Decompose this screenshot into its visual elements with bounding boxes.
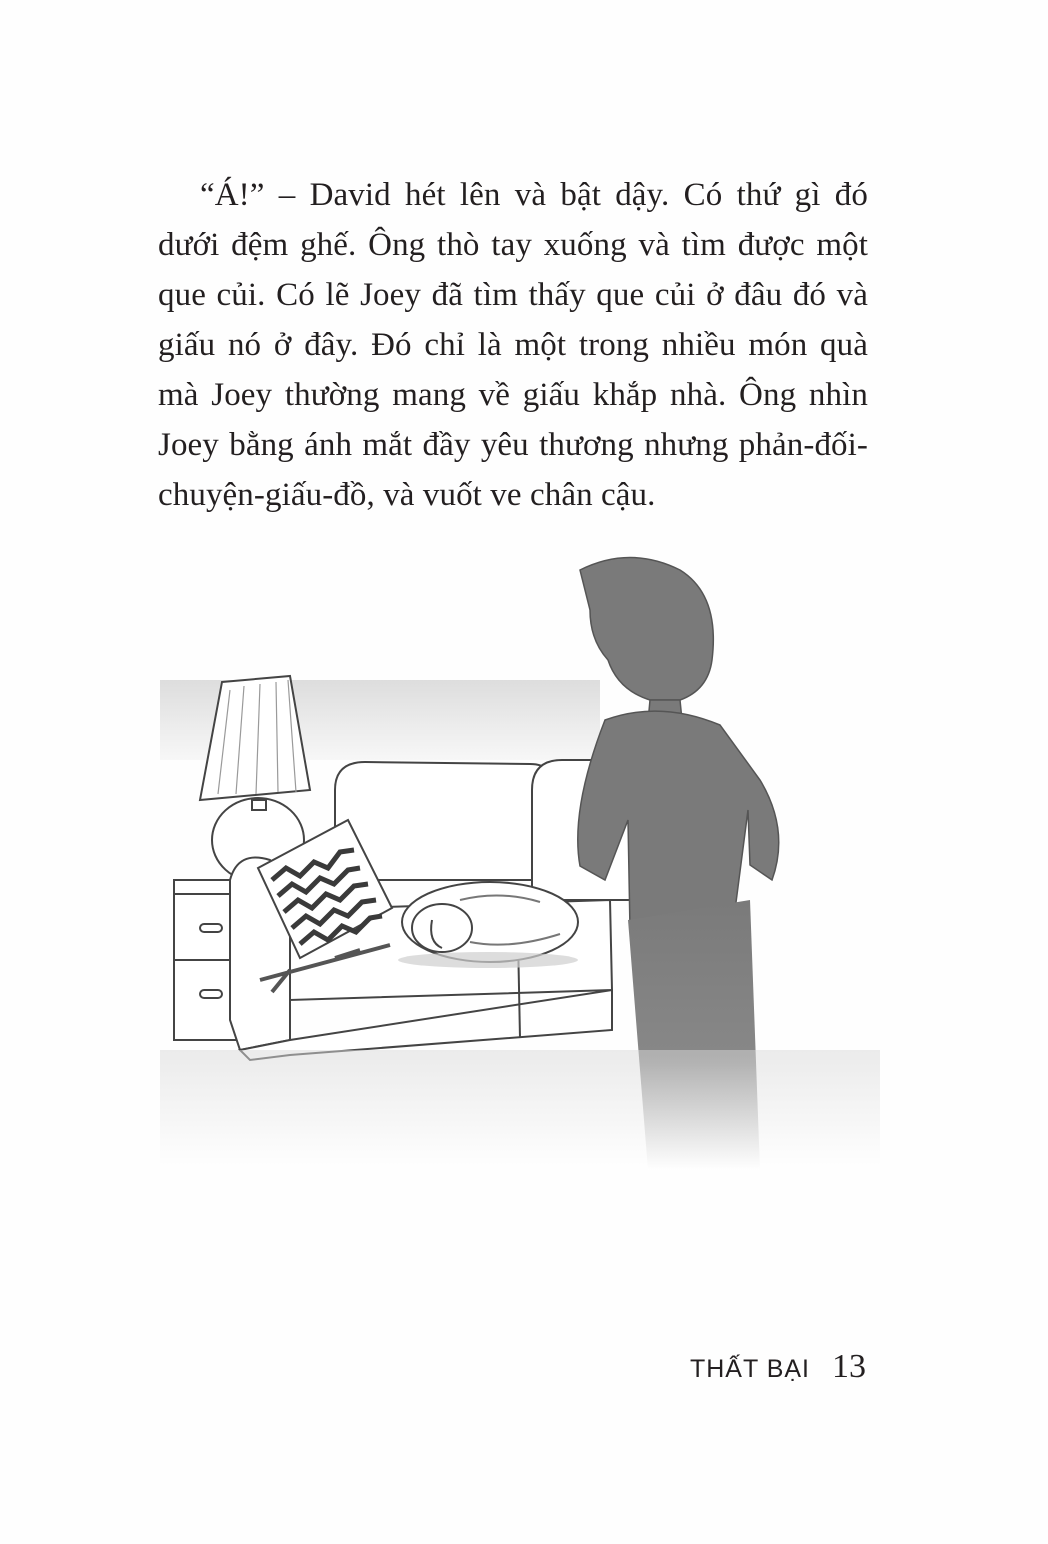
sleeping-dog xyxy=(398,882,578,968)
page-number: 13 xyxy=(832,1348,866,1385)
running-chapter-title: THẤT BẠI xyxy=(689,1355,810,1383)
story-paragraph: “Á!” – David hét lên và bật dậy. Có thứ gì đó dưới đệm ghế. Ông thò tay xuống và tìm được một que củi. Có lẽ Joey đã tìm thấy que củi ở đâu đó và giấu nó ở đây. Đó chỉ là một trong nhiều món quà mà Joey thường mang về giấu khắp nhà. Ông nhìn Joey bằng ánh mắt đầy yêu thương nhưng phản-đối-chuyện-giấu-đồ, và vuốt ve chân cậu. xyxy=(158,177,868,513)
page-footer xyxy=(690,1348,866,1386)
story-illustration xyxy=(160,550,880,1170)
floor-shading xyxy=(160,1050,880,1170)
